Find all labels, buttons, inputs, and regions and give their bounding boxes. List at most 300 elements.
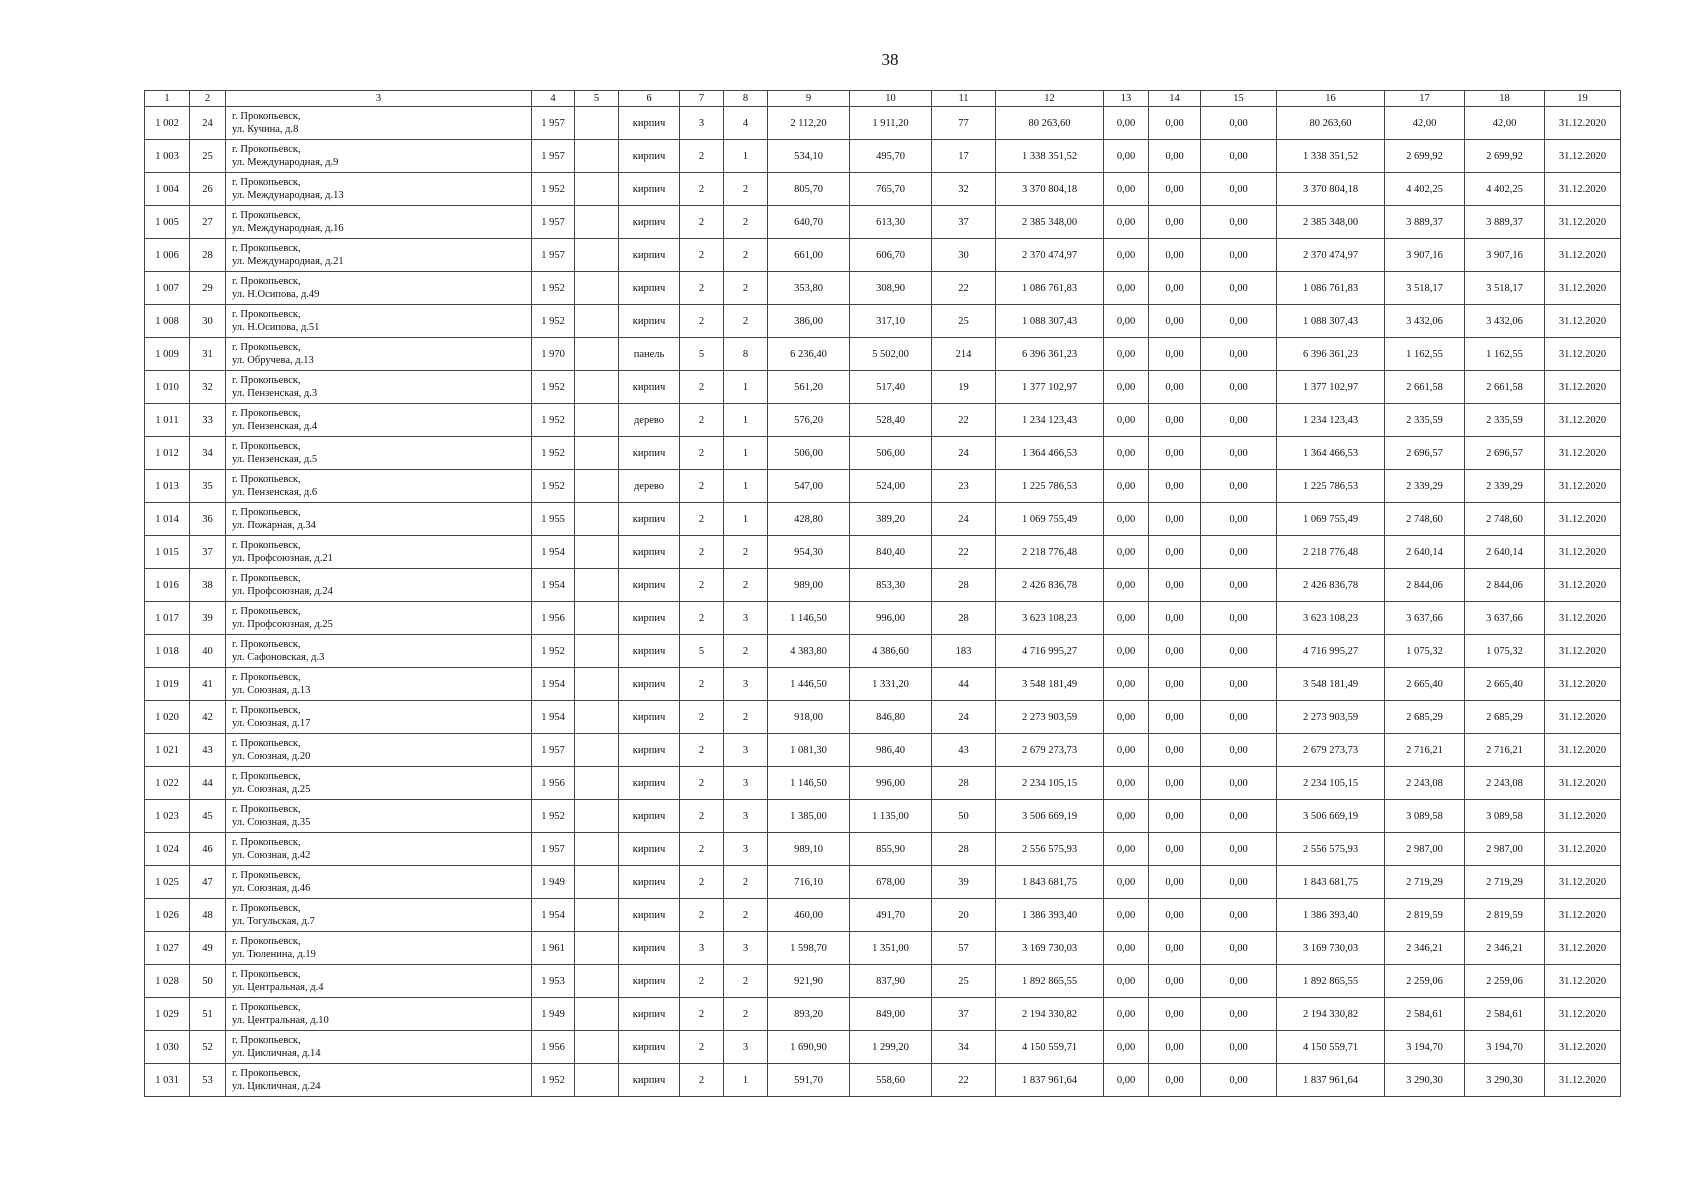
cell-col-17: 2 699,92	[1385, 140, 1465, 173]
cell-col-9: 921,90	[768, 965, 850, 998]
cell-col-9: 6 236,40	[768, 338, 850, 371]
cell-col-7: 5	[680, 635, 724, 668]
cell-col-14: 0,00	[1149, 140, 1201, 173]
cell-col-14: 0,00	[1149, 1064, 1201, 1097]
cell-col-13: 0,00	[1104, 470, 1149, 503]
cell-col-1: 1 006	[145, 239, 190, 272]
cell-col-16: 2 370 474,97	[1277, 239, 1385, 272]
cell-col-15: 0,00	[1201, 635, 1277, 668]
cell-col-19: 31.12.2020	[1545, 470, 1621, 503]
address-city: г. Прокопьевск,	[232, 276, 301, 287]
cell-col-13: 0,00	[1104, 437, 1149, 470]
cell-col-5	[575, 470, 619, 503]
cell-col-9: 506,00	[768, 437, 850, 470]
cell-col-8: 2	[724, 965, 768, 998]
address-street: ул. Пензенская, д.3	[232, 388, 318, 399]
cell-col-4: 1 955	[532, 503, 575, 536]
cell-col-1: 1 012	[145, 437, 190, 470]
cell-col-17: 2 665,40	[1385, 668, 1465, 701]
cell-col-4: 1 949	[532, 998, 575, 1031]
cell-col-11: 24	[932, 437, 996, 470]
cell-col-18: 2 259,06	[1465, 965, 1545, 998]
column-header-7: 7	[680, 91, 724, 107]
table-row	[145, 503, 1621, 536]
address-city: г. Прокопьевск,	[232, 210, 301, 221]
cell-col-18: 3 907,16	[1465, 239, 1545, 272]
cell-col-11: 22	[932, 272, 996, 305]
cell-col-5	[575, 1031, 619, 1064]
address-cell	[226, 1031, 532, 1064]
cell-col-4: 1 952	[532, 1064, 575, 1097]
cell-col-19: 31.12.2020	[1545, 1064, 1621, 1097]
table-row	[145, 866, 1621, 899]
cell-col-13: 0,00	[1104, 635, 1149, 668]
cell-col-13: 0,00	[1104, 569, 1149, 602]
cell-col-5	[575, 668, 619, 701]
cell-col-9: 1 146,50	[768, 602, 850, 635]
cell-col-15: 0,00	[1201, 338, 1277, 371]
table-row	[145, 140, 1621, 173]
address-street: ул. Цикличная, д.14	[232, 1048, 321, 1059]
cell-col-18: 3 432,06	[1465, 305, 1545, 338]
cell-col-6: кирпич	[619, 965, 680, 998]
address-city: г. Прокопьевск,	[232, 243, 301, 254]
cell-col-10: 5 502,00	[850, 338, 932, 371]
cell-col-13: 0,00	[1104, 701, 1149, 734]
table-row	[145, 569, 1621, 602]
table-row	[145, 668, 1621, 701]
cell-col-11: 28	[932, 833, 996, 866]
cell-col-1: 1 026	[145, 899, 190, 932]
cell-col-14: 0,00	[1149, 833, 1201, 866]
cell-col-19: 31.12.2020	[1545, 602, 1621, 635]
cell-col-10: 986,40	[850, 734, 932, 767]
cell-col-13: 0,00	[1104, 899, 1149, 932]
cell-col-2: 32	[190, 371, 226, 404]
cell-col-11: 183	[932, 635, 996, 668]
cell-col-19: 31.12.2020	[1545, 305, 1621, 338]
cell-col-1: 1 024	[145, 833, 190, 866]
cell-col-16: 1 225 786,53	[1277, 470, 1385, 503]
cell-col-4: 1 952	[532, 800, 575, 833]
cell-col-6: кирпич	[619, 371, 680, 404]
cell-col-2: 53	[190, 1064, 226, 1097]
cell-col-12: 2 556 575,93	[996, 833, 1104, 866]
cell-col-11: 17	[932, 140, 996, 173]
cell-col-6: кирпич	[619, 305, 680, 338]
cell-col-18: 2 640,14	[1465, 536, 1545, 569]
cell-col-11: 34	[932, 1031, 996, 1064]
cell-col-14: 0,00	[1149, 734, 1201, 767]
cell-col-15: 0,00	[1201, 701, 1277, 734]
column-header-13: 13	[1104, 91, 1149, 107]
cell-col-19: 31.12.2020	[1545, 635, 1621, 668]
address-city: г. Прокопьевск,	[232, 111, 301, 122]
address-cell	[226, 866, 532, 899]
cell-col-19: 31.12.2020	[1545, 701, 1621, 734]
cell-col-1: 1 002	[145, 107, 190, 140]
cell-col-16: 2 679 273,73	[1277, 734, 1385, 767]
cell-col-5	[575, 833, 619, 866]
cell-col-13: 0,00	[1104, 1031, 1149, 1064]
cell-col-14: 0,00	[1149, 569, 1201, 602]
cell-col-17: 1 162,55	[1385, 338, 1465, 371]
cell-col-18: 2 844,06	[1465, 569, 1545, 602]
cell-col-9: 547,00	[768, 470, 850, 503]
table-row	[145, 1031, 1621, 1064]
cell-col-6: кирпич	[619, 107, 680, 140]
cell-col-1: 1 014	[145, 503, 190, 536]
cell-col-2: 43	[190, 734, 226, 767]
cell-col-2: 25	[190, 140, 226, 173]
page-number: 38	[881, 50, 899, 69]
cell-col-16: 4 150 559,71	[1277, 1031, 1385, 1064]
cell-col-8: 2	[724, 998, 768, 1031]
cell-col-16: 1 069 755,49	[1277, 503, 1385, 536]
cell-col-4: 1 952	[532, 470, 575, 503]
cell-col-10: 837,90	[850, 965, 932, 998]
cell-col-18: 2 346,21	[1465, 932, 1545, 965]
cell-col-12: 1 364 466,53	[996, 437, 1104, 470]
cell-col-15: 0,00	[1201, 602, 1277, 635]
cell-col-1: 1 023	[145, 800, 190, 833]
cell-col-15: 0,00	[1201, 536, 1277, 569]
cell-col-11: 57	[932, 932, 996, 965]
cell-col-19: 31.12.2020	[1545, 437, 1621, 470]
cell-col-4: 1 956	[532, 1031, 575, 1064]
cell-col-6: кирпич	[619, 503, 680, 536]
address-street: ул. Союзная, д.20	[232, 751, 311, 762]
column-header-4: 4	[532, 91, 575, 107]
table-row	[145, 107, 1621, 140]
cell-col-17: 3 637,66	[1385, 602, 1465, 635]
cell-col-14: 0,00	[1149, 503, 1201, 536]
cell-col-4: 1 957	[532, 140, 575, 173]
cell-col-5	[575, 173, 619, 206]
cell-col-17: 3 432,06	[1385, 305, 1465, 338]
address-street: ул. Профсоюзная, д.24	[232, 586, 333, 597]
cell-col-9: 1 598,70	[768, 932, 850, 965]
cell-col-6: дерево	[619, 404, 680, 437]
table-body	[145, 107, 1621, 1097]
cell-col-10: 1 299,20	[850, 1031, 932, 1064]
cell-col-18: 3 089,58	[1465, 800, 1545, 833]
cell-col-12: 4 150 559,71	[996, 1031, 1104, 1064]
cell-col-18: 4 402,25	[1465, 173, 1545, 206]
column-header-14: 14	[1149, 91, 1201, 107]
cell-col-14: 0,00	[1149, 965, 1201, 998]
address-cell	[226, 140, 532, 173]
cell-col-15: 0,00	[1201, 371, 1277, 404]
cell-col-14: 0,00	[1149, 866, 1201, 899]
cell-col-17: 3 089,58	[1385, 800, 1465, 833]
cell-col-14: 0,00	[1149, 470, 1201, 503]
cell-col-7: 2	[680, 833, 724, 866]
cell-col-19: 31.12.2020	[1545, 734, 1621, 767]
address-street: ул. Тюленина, д.19	[232, 949, 316, 960]
cell-col-19: 31.12.2020	[1545, 503, 1621, 536]
cell-col-5	[575, 437, 619, 470]
cell-col-2: 44	[190, 767, 226, 800]
cell-col-5	[575, 998, 619, 1031]
cell-col-16: 1 338 351,52	[1277, 140, 1385, 173]
cell-col-17: 2 819,59	[1385, 899, 1465, 932]
cell-col-10: 606,70	[850, 239, 932, 272]
cell-col-2: 39	[190, 602, 226, 635]
cell-col-11: 22	[932, 404, 996, 437]
cell-col-13: 0,00	[1104, 206, 1149, 239]
cell-col-9: 591,70	[768, 1064, 850, 1097]
address-city: г. Прокопьевск,	[232, 342, 301, 353]
table-row	[145, 734, 1621, 767]
cell-col-16: 1 377 102,97	[1277, 371, 1385, 404]
cell-col-15: 0,00	[1201, 206, 1277, 239]
cell-col-2: 46	[190, 833, 226, 866]
cell-col-9: 1 446,50	[768, 668, 850, 701]
cell-col-19: 31.12.2020	[1545, 536, 1621, 569]
cell-col-16: 1 892 865,55	[1277, 965, 1385, 998]
cell-col-19: 31.12.2020	[1545, 569, 1621, 602]
cell-col-15: 0,00	[1201, 239, 1277, 272]
cell-col-18: 2 819,59	[1465, 899, 1545, 932]
cell-col-2: 31	[190, 338, 226, 371]
table-row	[145, 998, 1621, 1031]
cell-col-10: 849,00	[850, 998, 932, 1031]
cell-col-2: 26	[190, 173, 226, 206]
cell-col-2: 38	[190, 569, 226, 602]
cell-col-6: кирпич	[619, 767, 680, 800]
table-row	[145, 437, 1621, 470]
cell-col-14: 0,00	[1149, 635, 1201, 668]
cell-col-5	[575, 1064, 619, 1097]
address-city: г. Прокопьевск,	[232, 441, 301, 452]
cell-col-16: 2 218 776,48	[1277, 536, 1385, 569]
cell-col-9: 893,20	[768, 998, 850, 1031]
cell-col-12: 80 263,60	[996, 107, 1104, 140]
cell-col-16: 1 088 307,43	[1277, 305, 1385, 338]
cell-col-8: 3	[724, 932, 768, 965]
address-city: г. Прокопьевск,	[232, 177, 301, 188]
cell-col-15: 0,00	[1201, 767, 1277, 800]
cell-col-4: 1 957	[532, 107, 575, 140]
cell-col-10: 558,60	[850, 1064, 932, 1097]
cell-col-8: 2	[724, 173, 768, 206]
cell-col-10: 491,70	[850, 899, 932, 932]
address-city: г. Прокопьевск,	[232, 474, 301, 485]
address-street: ул. Н.Осипова, д.51	[232, 322, 320, 333]
table-row	[145, 635, 1621, 668]
cell-col-9: 428,80	[768, 503, 850, 536]
cell-col-6: кирпич	[619, 173, 680, 206]
cell-col-5	[575, 767, 619, 800]
cell-col-16: 1 386 393,40	[1277, 899, 1385, 932]
cell-col-15: 0,00	[1201, 305, 1277, 338]
cell-col-9: 1 146,50	[768, 767, 850, 800]
cell-col-15: 0,00	[1201, 1031, 1277, 1064]
cell-col-14: 0,00	[1149, 932, 1201, 965]
column-header-2: 2	[190, 91, 226, 107]
cell-col-6: панель	[619, 338, 680, 371]
cell-col-11: 214	[932, 338, 996, 371]
cell-col-15: 0,00	[1201, 932, 1277, 965]
table-row	[145, 206, 1621, 239]
cell-col-4: 1 954	[532, 536, 575, 569]
cell-col-10: 996,00	[850, 602, 932, 635]
cell-col-9: 1 385,00	[768, 800, 850, 833]
cell-col-17: 1 075,32	[1385, 635, 1465, 668]
cell-col-1: 1 013	[145, 470, 190, 503]
cell-col-4: 1 952	[532, 173, 575, 206]
cell-col-11: 44	[932, 668, 996, 701]
cell-col-5	[575, 140, 619, 173]
cell-col-17: 3 290,30	[1385, 1064, 1465, 1097]
cell-col-2: 45	[190, 800, 226, 833]
address-city: г. Прокопьевск,	[232, 408, 301, 419]
cell-col-10: 495,70	[850, 140, 932, 173]
cell-col-13: 0,00	[1104, 602, 1149, 635]
address-cell	[226, 437, 532, 470]
address-street: ул. Тогульская, д.7	[232, 916, 315, 927]
cell-col-2: 34	[190, 437, 226, 470]
cell-col-18: 2 339,29	[1465, 470, 1545, 503]
cell-col-17: 2 748,60	[1385, 503, 1465, 536]
cell-col-11: 23	[932, 470, 996, 503]
cell-col-14: 0,00	[1149, 536, 1201, 569]
cell-col-18: 3 518,17	[1465, 272, 1545, 305]
address-street: ул. Международная, д.21	[232, 256, 344, 267]
cell-col-18: 2 699,92	[1465, 140, 1545, 173]
cell-col-6: кирпич	[619, 272, 680, 305]
cell-col-4: 1 954	[532, 899, 575, 932]
cell-col-13: 0,00	[1104, 734, 1149, 767]
cell-col-10: 853,30	[850, 569, 932, 602]
cell-col-7: 2	[680, 305, 724, 338]
cell-col-2: 29	[190, 272, 226, 305]
cell-col-13: 0,00	[1104, 833, 1149, 866]
cell-col-2: 30	[190, 305, 226, 338]
cell-col-1: 1 022	[145, 767, 190, 800]
cell-col-2: 47	[190, 866, 226, 899]
cell-col-17: 2 640,14	[1385, 536, 1465, 569]
table-row	[145, 602, 1621, 635]
cell-col-9: 561,20	[768, 371, 850, 404]
cell-col-16: 1 837 961,64	[1277, 1064, 1385, 1097]
cell-col-10: 524,00	[850, 470, 932, 503]
cell-col-13: 0,00	[1104, 239, 1149, 272]
cell-col-11: 30	[932, 239, 996, 272]
cell-col-14: 0,00	[1149, 767, 1201, 800]
address-cell	[226, 107, 532, 140]
cell-col-7: 2	[680, 536, 724, 569]
cell-col-15: 0,00	[1201, 668, 1277, 701]
address-street: ул. Цикличная, д.24	[232, 1081, 321, 1092]
cell-col-1: 1 031	[145, 1064, 190, 1097]
cell-col-17: 4 402,25	[1385, 173, 1465, 206]
cell-col-16: 4 716 995,27	[1277, 635, 1385, 668]
cell-col-16: 2 556 575,93	[1277, 833, 1385, 866]
cell-col-7: 2	[680, 899, 724, 932]
cell-col-6: кирпич	[619, 800, 680, 833]
address-cell	[226, 734, 532, 767]
cell-col-15: 0,00	[1201, 1064, 1277, 1097]
cell-col-9: 989,10	[768, 833, 850, 866]
address-street: ул. Союзная, д.42	[232, 850, 311, 861]
cell-col-16: 3 623 108,23	[1277, 602, 1385, 635]
column-header-12: 12	[996, 91, 1104, 107]
buildings-table	[144, 90, 1621, 1097]
cell-col-12: 1 088 307,43	[996, 305, 1104, 338]
cell-col-14: 0,00	[1149, 1031, 1201, 1064]
table-row	[145, 932, 1621, 965]
column-header-17: 17	[1385, 91, 1465, 107]
cell-col-4: 1 952	[532, 437, 575, 470]
address-cell	[226, 767, 532, 800]
table-row	[145, 1064, 1621, 1097]
cell-col-14: 0,00	[1149, 239, 1201, 272]
cell-col-12: 1 234 123,43	[996, 404, 1104, 437]
cell-col-19: 31.12.2020	[1545, 338, 1621, 371]
cell-col-10: 613,30	[850, 206, 932, 239]
address-city: г. Прокопьевск,	[232, 639, 301, 650]
table-row	[145, 899, 1621, 932]
cell-col-8: 2	[724, 899, 768, 932]
cell-col-7: 2	[680, 173, 724, 206]
cell-col-13: 0,00	[1104, 338, 1149, 371]
cell-col-14: 0,00	[1149, 272, 1201, 305]
cell-col-4: 1 953	[532, 965, 575, 998]
cell-col-19: 31.12.2020	[1545, 173, 1621, 206]
cell-col-9: 716,10	[768, 866, 850, 899]
address-city: г. Прокопьевск,	[232, 804, 301, 815]
cell-col-1: 1 028	[145, 965, 190, 998]
column-header-3: 3	[226, 91, 532, 107]
cell-col-19: 31.12.2020	[1545, 206, 1621, 239]
table-row	[145, 338, 1621, 371]
table-row	[145, 371, 1621, 404]
cell-col-6: кирпич	[619, 536, 680, 569]
cell-col-7: 2	[680, 371, 724, 404]
cell-col-19: 31.12.2020	[1545, 239, 1621, 272]
cell-col-10: 678,00	[850, 866, 932, 899]
cell-col-7: 2	[680, 503, 724, 536]
cell-col-8: 2	[724, 635, 768, 668]
cell-col-14: 0,00	[1149, 404, 1201, 437]
cell-col-10: 846,80	[850, 701, 932, 734]
cell-col-6: кирпич	[619, 998, 680, 1031]
cell-col-1: 1 020	[145, 701, 190, 734]
cell-col-11: 32	[932, 173, 996, 206]
address-city: г. Прокопьевск,	[232, 1035, 301, 1046]
address-cell	[226, 602, 532, 635]
cell-col-6: кирпич	[619, 734, 680, 767]
cell-col-18: 3 194,70	[1465, 1031, 1545, 1064]
address-city: г. Прокопьевск,	[232, 870, 301, 881]
address-cell	[226, 701, 532, 734]
cell-col-16: 3 370 804,18	[1277, 173, 1385, 206]
cell-col-7: 2	[680, 602, 724, 635]
cell-col-4: 1 961	[532, 932, 575, 965]
cell-col-9: 386,00	[768, 305, 850, 338]
cell-col-10: 308,90	[850, 272, 932, 305]
cell-col-10: 517,40	[850, 371, 932, 404]
cell-col-11: 39	[932, 866, 996, 899]
address-cell	[226, 470, 532, 503]
cell-col-6: кирпич	[619, 635, 680, 668]
cell-col-15: 0,00	[1201, 965, 1277, 998]
column-header-8: 8	[724, 91, 768, 107]
cell-col-4: 1 957	[532, 734, 575, 767]
cell-col-8: 3	[724, 767, 768, 800]
